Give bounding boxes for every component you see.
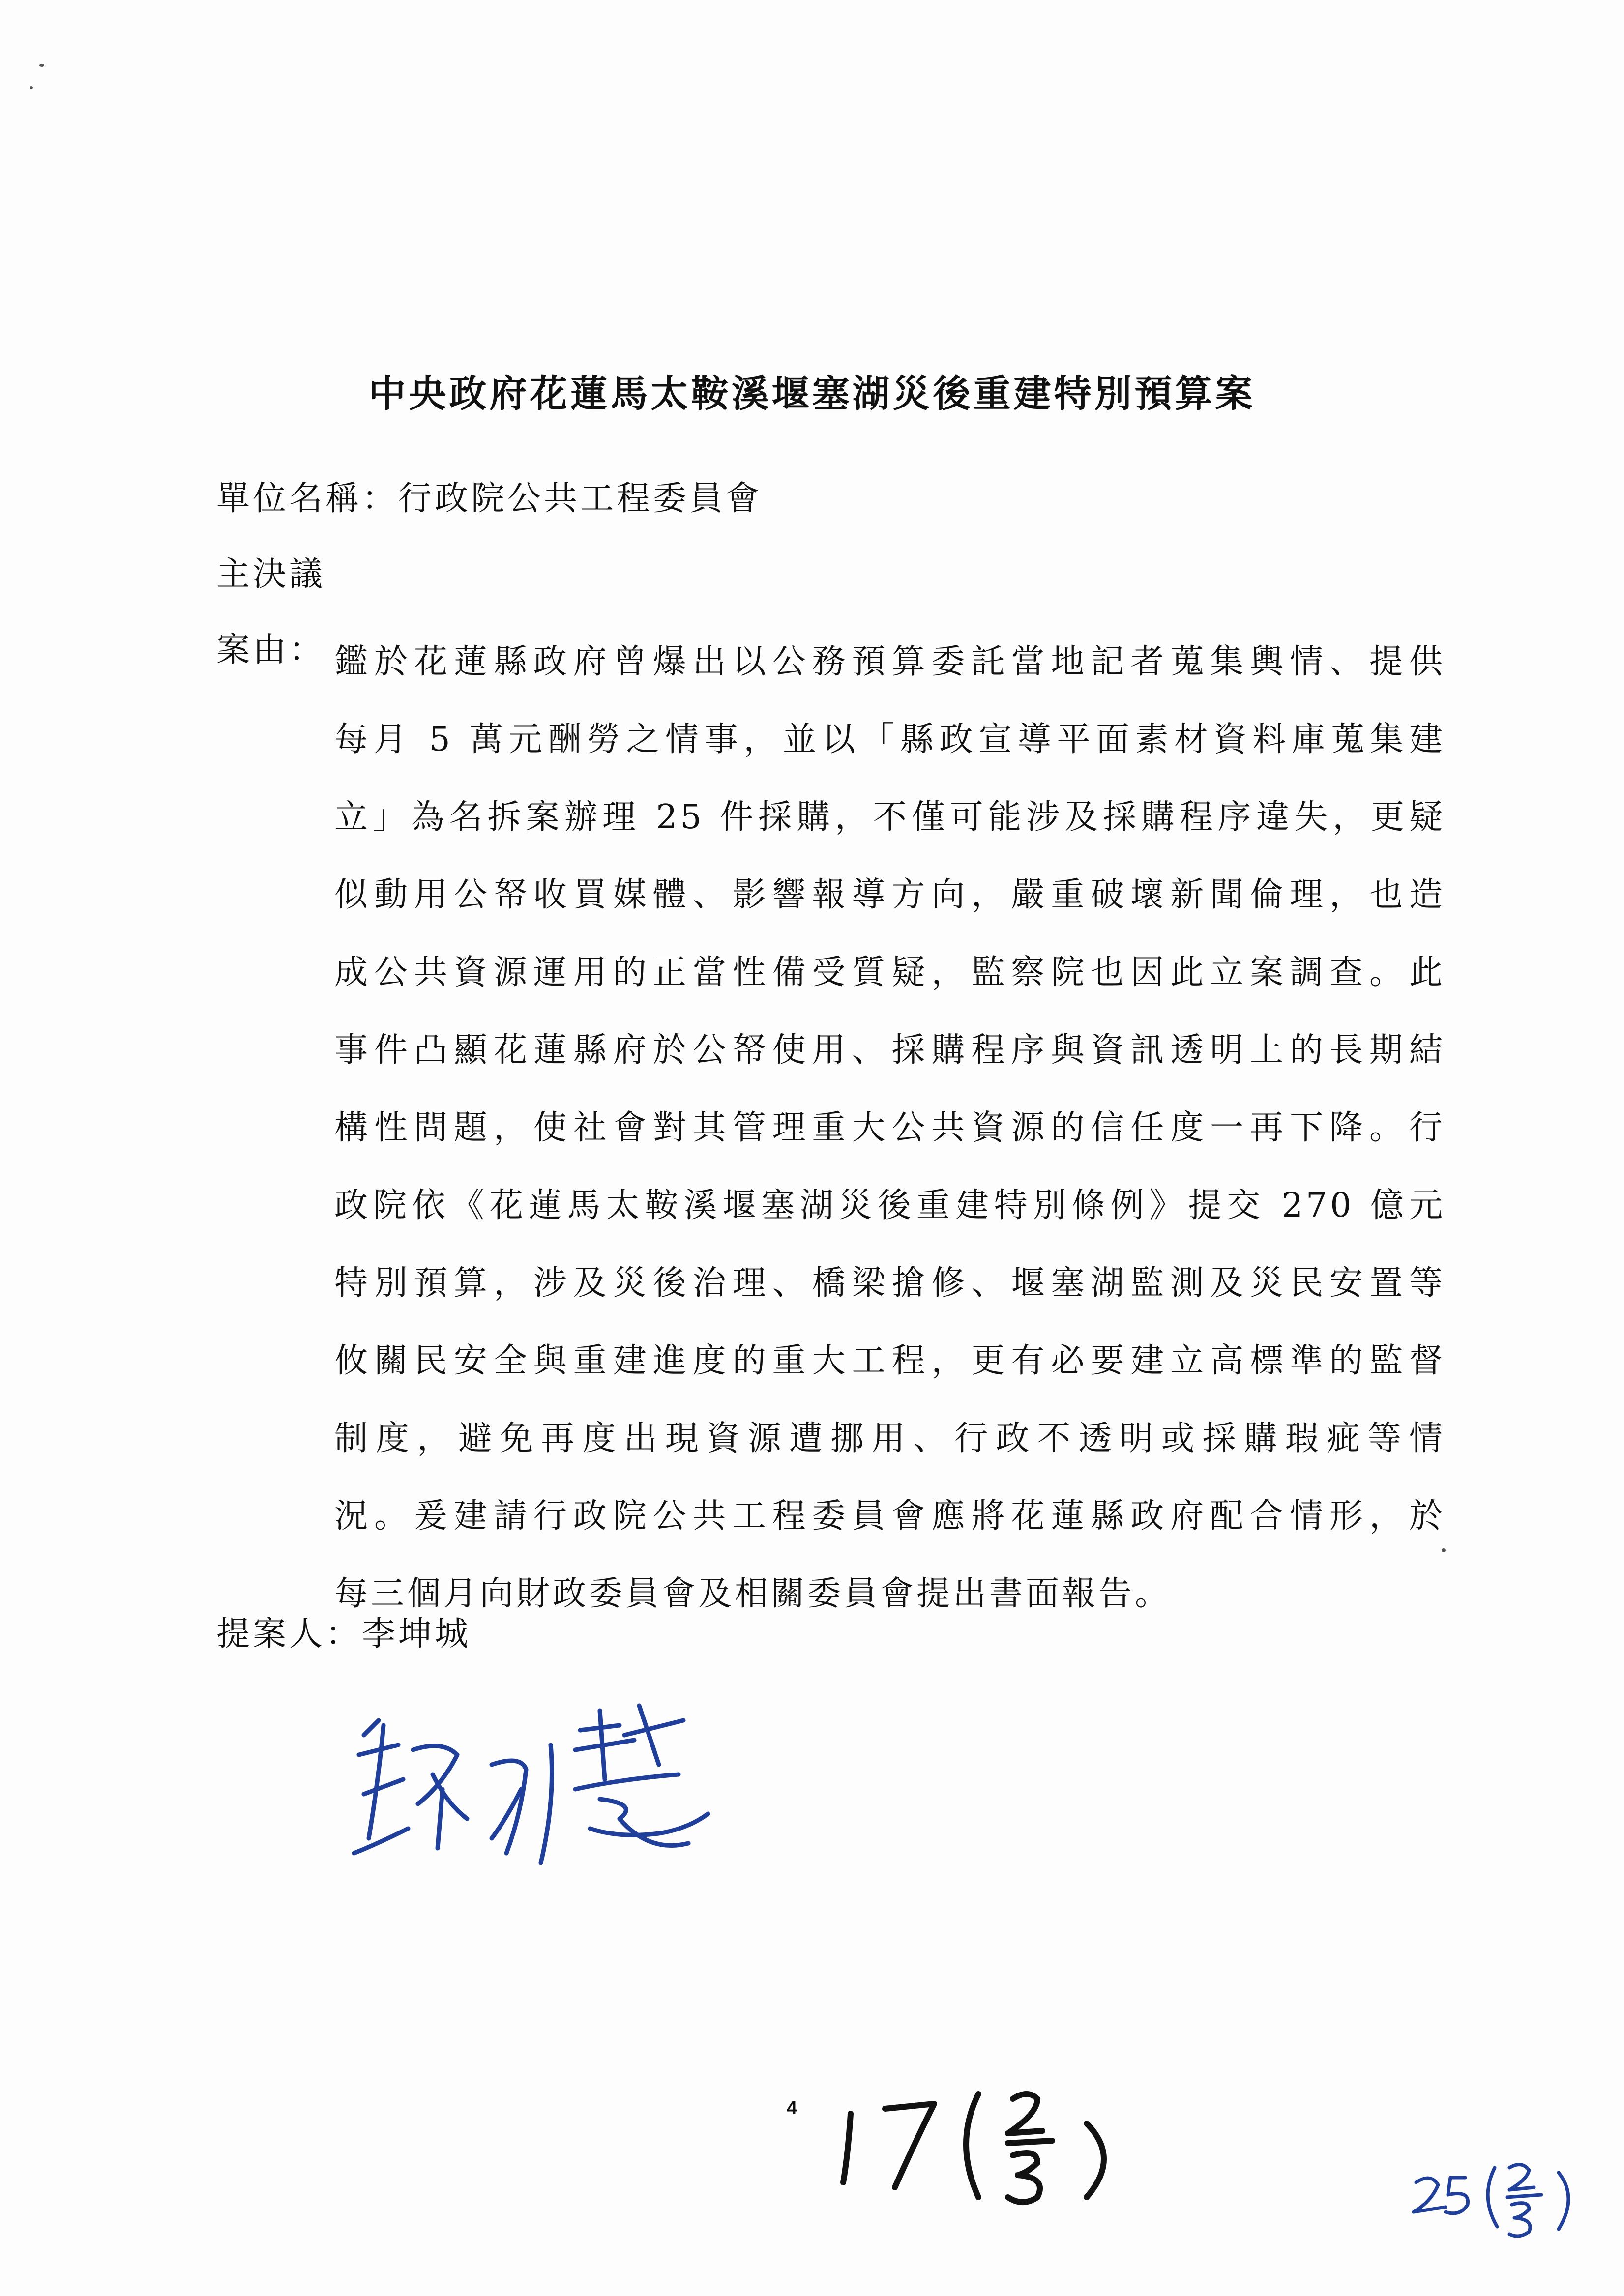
- handwritten-mark-center: [831, 2069, 1146, 2217]
- reason-line: 事件凸顯花蓮縣府於公帑使用、採購程序與資訊透明上的長期結: [334, 1031, 1446, 1070]
- reason-line: 特別預算，涉及災後治理、橋梁搶修、堰塞湖監測及災民安置等: [334, 1264, 1446, 1303]
- scan-speck: [30, 86, 33, 89]
- reason-line: 成公共資源運用的正當性備受質疑，監察院也因此立案調查。此: [334, 953, 1446, 992]
- reason-label: 案由：: [216, 631, 326, 669]
- page-number: 4: [787, 2098, 797, 2119]
- reason-line: 鑑於花蓮縣政府曾爆出以公務預算委託當地記者蒐集輿情、提供: [334, 642, 1446, 681]
- scan-speck: [1442, 1548, 1446, 1552]
- handwritten-mark-right: [1411, 2148, 1598, 2246]
- reason-body: [334, 623, 1446, 1633]
- scan-speck: [39, 64, 44, 67]
- unit-name-line: 單位名稱：行政院公共工程委員會: [216, 479, 763, 518]
- reason-line: 構性問題，使社會對其管理重大公共資源的信任度一再下降。行: [334, 1108, 1446, 1147]
- resolution-type: 主決議: [216, 555, 326, 594]
- reason-line: 制度，避免再度出現資源遭挪用、行政不透明或採購瑕疵等情: [334, 1419, 1446, 1458]
- reason-line: 每月 5 萬元酬勞之情事，並以「縣政宣導平面素材資料庫蒐集建: [334, 720, 1446, 759]
- reason-line: 似動用公帑收買媒體、影響報導方向，嚴重破壞新聞倫理，也造: [334, 875, 1446, 914]
- reason-line: 政院依《花蓮馬太鞍溪堰塞湖災後重建特別條例》提交 270 億元: [334, 1186, 1446, 1225]
- cosigner-signature: [344, 1691, 718, 1897]
- reason-line: 攸關民安全與重建進度的重大工程，更有必要建立高標準的監督: [334, 1341, 1446, 1380]
- reason-line: 每三個月向財政委員會及相關委員會提出書面報告。: [334, 1574, 1172, 1613]
- proposer-line: 提案人：李坤城: [216, 1615, 472, 1654]
- reason-line: 立」為名拆案辦理 25 件採購，不僅可能涉及採購程序違失，更疑: [334, 798, 1446, 837]
- document-title: 中央政府花蓮馬太鞍溪堰塞湖災後重建特別預算案: [368, 372, 1256, 415]
- reason-line: 況。爰建請行政院公共工程委員會應將花蓮縣政府配合情形，於: [334, 1497, 1446, 1536]
